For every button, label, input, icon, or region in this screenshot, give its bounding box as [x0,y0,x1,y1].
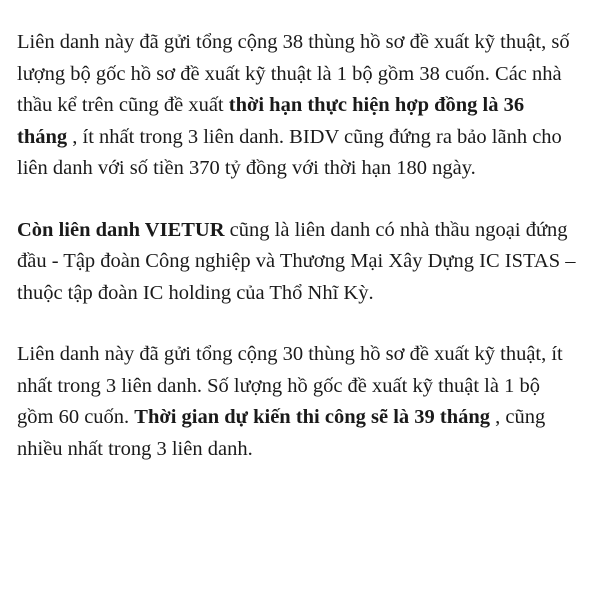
paragraph-first-consortium [17,27,577,185]
text-segment: , ít nhất trong 3 liên danh. BIDV cũng đứng ra bảo lãnh cho liên danh với số tiền 370 tỷ đồng với thời hạn 180 ngày. [17,125,562,179]
text-segment: Liên danh này đã gửi tổng cộng 30 thùng hồ sơ đề xuất kỹ thuật, ít nhất trong 3 liên danh. Số lượng hồ gốc đề xuất kỹ thuật là 1 bộ gồm 60 cuốn. [17,343,563,428]
article-body [17,27,577,465]
text-segment: cũng là liên danh có nhà thầu ngoại đứng đầu - Tập đoàn Công nghiệp và Thương Mại Xây Dựng IC ISTAS – thuộc tập đoàn IC holding của Thổ Nhĩ Kỳ. [17,218,576,304]
highlight-vietur: Còn liên danh VIETUR [17,218,225,241]
highlight-contract-duration: thời hạn thực hiện hợp đồng là 36 tháng [17,94,525,148]
text-segment: Liên danh này đã gửi tổng cộng 38 thùng hồ sơ đề xuất kỹ thuật, số lượng bộ gốc hồ sơ đề xuất kỹ thuật là 1 bộ gồm 38 cuốn. Các nhà thầu kể trên cũng đề xuất [17,31,570,116]
highlight-construction-time: Thời gian dự kiến thi công sẽ là 39 tháng [134,406,491,428]
paragraph-vietur-consortium [17,215,577,310]
text-segment: , cũng nhiều nhất trong 3 liên danh. [17,406,546,460]
paragraph-vietur-details [17,339,577,465]
